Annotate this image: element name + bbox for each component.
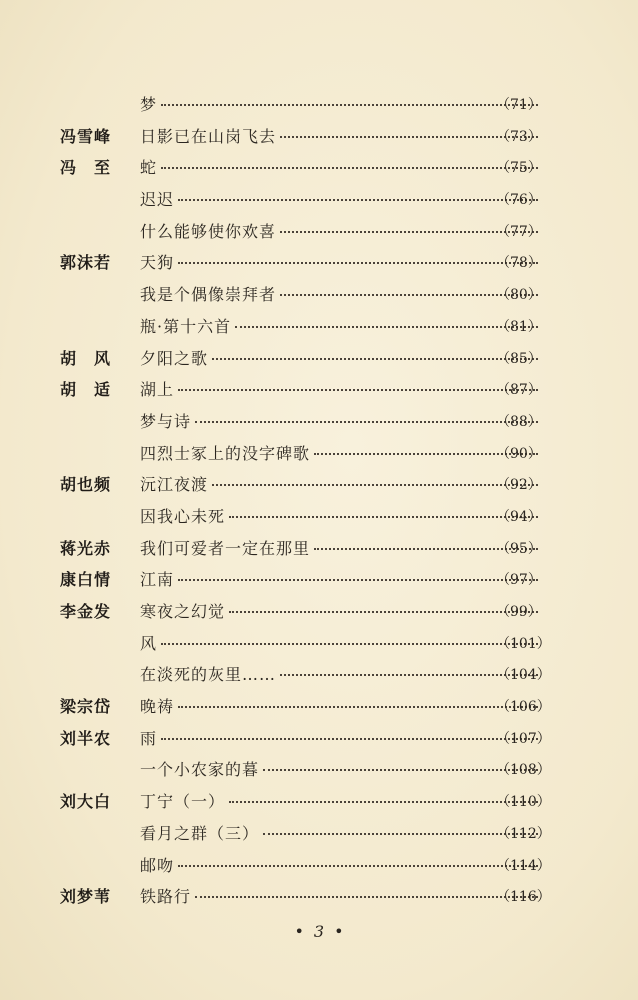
poem-title: 雨 [140,728,158,748]
page-reference: （73） [496,128,542,145]
dot-leader [212,482,538,486]
toc-row [0,690,638,722]
author-name: 梁宗岱 [60,697,112,717]
dot-leader [229,799,538,803]
page-reference: （104） [496,667,551,684]
author-name: 胡 风 [60,348,112,368]
dot-leader [178,863,538,867]
page-reference: （106） [496,699,551,716]
poem-title: 我是个偶像崇拜者 [140,285,277,305]
toc-row [0,658,638,690]
dot-leader [161,102,538,106]
author-name: 胡也频 [60,475,112,495]
poem-title: 蛇 [140,158,158,178]
page-reference: （101） [496,635,551,652]
author-name: 冯雪峰 [60,126,112,146]
dot-leader [161,736,538,740]
toc-row [0,849,638,881]
toc-entry [140,472,542,495]
toc-entry [140,884,542,907]
author-name: 郭沫若 [60,253,112,273]
poem-title: 迟迟 [140,190,175,210]
page-reference: （114） [496,857,551,874]
page-reference: （97） [496,572,542,589]
poem-title: 夕阳之歌 [140,348,209,368]
poem-title: 风 [140,633,158,653]
poem-title: 瓶·第十六首 [140,316,232,336]
toc-entry [140,346,542,369]
page-reference: （88） [496,413,542,430]
author-name: 刘大白 [60,792,112,812]
page-reference: （76） [496,192,542,209]
toc-entry [140,694,542,717]
poem-title: 日影已在山岗飞去 [140,126,277,146]
toc-entry [140,441,542,464]
poem-title: 在淡死的灰里…… [140,665,277,685]
page-reference: （94） [496,508,542,525]
toc-row [0,405,638,437]
toc-entry [140,314,542,337]
toc-row [0,880,638,912]
poem-title: 因我心未死 [140,506,226,526]
toc-row [0,532,638,564]
author-name: 胡 适 [60,380,112,400]
dot-leader [178,577,538,581]
dot-leader [178,197,538,201]
page-reference: （110） [496,794,551,811]
toc-entry [140,789,542,812]
toc-row [0,310,638,342]
toc-entry [140,155,542,178]
page-reference: （112） [496,825,551,842]
poem-title: 看月之群（三） [140,823,260,843]
page-footer [0,922,638,941]
page-reference: （92） [496,477,542,494]
poem-title: 寒夜之幻觉 [140,602,226,621]
author-name: 刘梦苇 [60,887,112,907]
toc-entry [140,536,542,559]
poem-title: 邮吻 [140,855,175,875]
toc-row [0,627,638,659]
dot-leader [178,387,538,391]
toc-row [0,563,638,595]
author-name: 康白情 [60,570,112,590]
page-reference: （90） [496,445,542,462]
toc-row [0,785,638,817]
dot-leader [235,324,538,328]
table-of-contents [0,88,638,912]
dot-leader [195,419,538,423]
poem-title: 江南 [140,570,175,590]
author-name: 李金发 [60,602,112,621]
page-reference: （87） [496,382,542,399]
dot-leader [161,641,538,645]
toc-entry [140,853,542,876]
poem-title: 我们可爱者一定在那里 [140,538,311,558]
page-reference: （116） [496,889,551,906]
toc-row [0,500,638,532]
page-number: 3 [313,922,325,941]
page-reference: （95） [496,540,542,557]
toc-entry [140,282,542,305]
toc-entry [140,599,542,622]
toc-row [0,595,638,627]
dot-leader [212,356,538,360]
poem-title: 湖上 [140,380,175,400]
poem-title: 天狗 [140,253,175,273]
page-reference: （78） [496,255,542,272]
dot-leader [229,609,538,613]
toc-row [0,437,638,469]
toc-entry [140,377,542,400]
toc-row [0,468,638,500]
toc-entry [140,124,542,147]
page-reference: （99） [496,604,542,620]
toc-row [0,88,638,120]
dot-leader [229,514,538,518]
toc-entry [140,821,542,844]
footer-dot-left: • [294,922,304,941]
dot-leader [195,894,538,898]
toc-row [0,753,638,785]
toc-row [0,373,638,405]
page-reference: （75） [496,160,542,177]
poem-title: 梦与诗 [140,411,192,431]
poem-title: 梦 [140,95,158,114]
toc-entry [140,726,542,749]
toc-row [0,215,638,247]
toc-row [0,722,638,754]
toc-row [0,817,638,849]
page-reference: （80） [496,287,542,304]
toc-row [0,278,638,310]
author-name: 蒋光赤 [60,538,112,558]
toc-row [0,151,638,183]
toc-entry [140,757,542,780]
toc-entry [140,250,542,273]
toc-entry [140,187,542,210]
page-reference: （71） [496,97,542,113]
toc-row [0,120,638,152]
toc-entry [140,662,542,685]
dot-leader [178,704,538,708]
page-reference: （81） [496,318,542,335]
poem-title: 丁宁（一） [140,792,226,812]
poem-title: 一个小农家的暮 [140,760,260,780]
page-reference: （85） [496,350,542,367]
toc-row [0,183,638,215]
page-reference: （107） [496,730,551,747]
poem-title: 沅江夜渡 [140,475,209,495]
poem-title: 四烈士冢上的没字碑歌 [140,443,311,463]
toc-row [0,342,638,374]
poem-title: 铁路行 [140,887,192,907]
dot-leader [161,165,538,169]
toc-entry [140,92,542,115]
toc-entry [140,409,542,432]
poem-title: 什么能够使你欢喜 [140,221,277,241]
toc-entry [140,567,542,590]
page-reference: （108） [496,762,551,779]
toc-entry [140,631,542,654]
poem-title: 晚祷 [140,697,175,717]
toc-entry [140,504,542,527]
author-name: 刘半农 [60,728,112,748]
footer-dot-right: • [334,922,344,941]
page-reference: （77） [496,223,542,240]
toc-entry [140,219,542,242]
dot-leader [178,260,538,264]
toc-row [0,246,638,278]
author-name: 冯 至 [60,158,112,178]
